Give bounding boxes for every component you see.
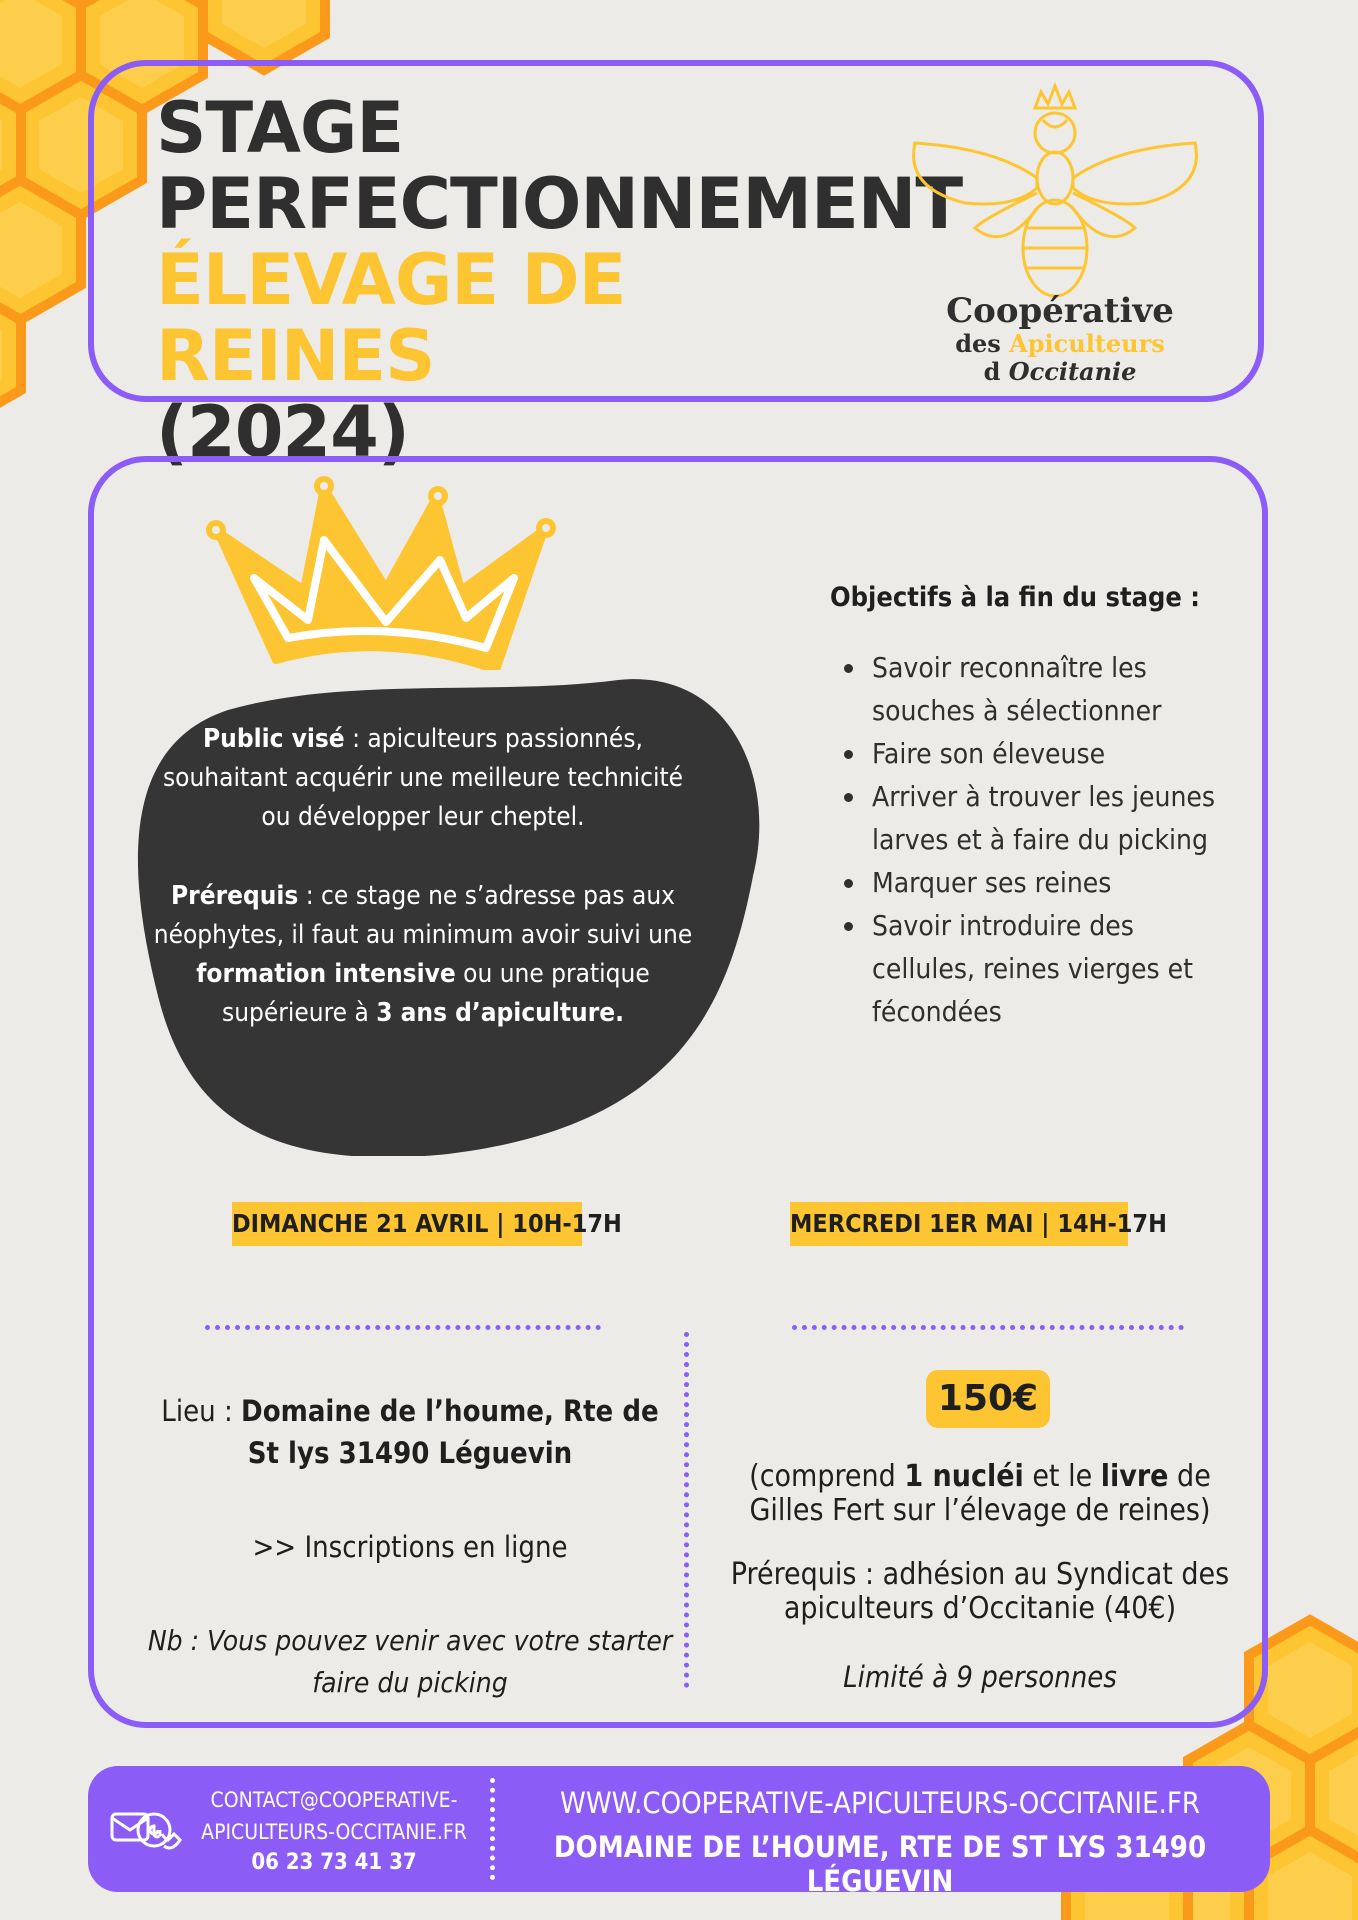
logo-apiculteurs: Apiculteurs	[1009, 329, 1165, 358]
footer-divider	[490, 1778, 495, 1880]
logo-des: des	[955, 329, 1010, 358]
footer-phone[interactable]: 06 23 73 41 37	[251, 1850, 417, 1875]
objectives-title: Objectifs à la fin du stage :	[829, 582, 1201, 613]
list-item: • Savoir reconnaître les souches à sélectionner	[868, 646, 1224, 732]
list-item: • Faire son éleveuse	[868, 732, 1224, 775]
bee-logo-icon	[905, 78, 1205, 298]
public-vise-body: : apiculteurs passionnés, souhaitant acquérir une meilleure technicité ou développer leur cheptel.	[162, 724, 684, 832]
title-line-year: (2024)	[156, 391, 409, 473]
list-item: • Marquer ses reines	[868, 861, 1224, 904]
title-line-stage: STAGE	[156, 87, 404, 169]
price-description	[720, 1460, 1240, 1528]
price-desc-c: de Gilles Fert sur l’élevage de reines)	[749, 1459, 1211, 1528]
location-place: Domaine de l’houme, Rte de St lys 31490 Léguevin	[241, 1394, 659, 1470]
prerequis-body-a: : ce stage ne s’adresse pas aux néophytes, il faut au minimum avoir suivi une	[153, 881, 693, 950]
price-badge: 150€	[926, 1370, 1050, 1428]
crown-icon	[196, 470, 572, 670]
dotted-divider-right	[792, 1325, 1184, 1330]
price-desc-b: et le	[1023, 1459, 1101, 1494]
location-label: Lieu :	[161, 1394, 242, 1428]
prerequis-text	[148, 877, 698, 1033]
logo-line-apiculteurs	[900, 330, 1220, 358]
public-vise-label: Public visé	[203, 724, 345, 754]
price-bold-b: livre	[1100, 1459, 1169, 1494]
logo-d: d	[983, 357, 1009, 386]
logo-line-cooperative: Coopérative	[946, 291, 1174, 331]
title-line-elevage: ÉLEVAGE DE REINES	[156, 239, 626, 397]
logo-occitanie: Occitanie	[1008, 357, 1137, 386]
page-title	[156, 87, 963, 473]
date-badge-wednesday: MERCREDI 1ER MAI | 14H-17H	[790, 1202, 1128, 1246]
objectives-list	[824, 646, 1224, 1033]
participant-limit: Limité à 9 personnes	[843, 1660, 1117, 1694]
prerequis-bold-b: 3 ans d’apiculture.	[376, 998, 624, 1028]
date-badge-sunday: DIMANCHE 21 AVRIL | 10H-17H	[232, 1202, 582, 1246]
audience-description	[148, 720, 698, 1073]
membership-requirement: Prérequis : adhésion au Syndicat des apiculteurs d’Occitanie (40€)	[730, 1557, 1230, 1626]
location-text	[150, 1390, 670, 1474]
title-line-perfectionnement: PERFECTIONNEMENT	[156, 163, 963, 245]
list-item: • Arriver à trouver les jeunes larves et à faire du picking	[868, 775, 1224, 861]
prerequis-body-b: ou une pratique supérieure à	[222, 959, 650, 1028]
prerequis-bold-a: formation intensive	[196, 959, 456, 989]
public-vise-text	[148, 720, 698, 837]
prerequis-label: Prérequis	[171, 881, 299, 911]
contact-icon	[108, 1800, 188, 1860]
list-item: • Savoir introduire des cellules, reines vierges et fécondées	[868, 904, 1224, 1033]
dotted-divider-left	[205, 1325, 601, 1330]
footer-website[interactable]: WWW.COOPERATIVE-APICULTEURS-OCCITANIE.FR	[560, 1786, 1200, 1820]
price-desc-a: (comprend	[749, 1459, 905, 1494]
price-bold-a: 1 nucléi	[904, 1459, 1024, 1494]
footer-address: DOMAINE DE L’HOUME, RTE DE ST LYS 31490 LÉGUEVIN	[553, 1830, 1207, 1898]
logo-line-occitanie	[900, 358, 1220, 386]
inscriptions-link[interactable]: >> Inscriptions en ligne	[252, 1530, 568, 1564]
cooperative-logo-text	[900, 292, 1220, 386]
note-text: Nb : Vous pouvez venir avec votre starter faire du picking	[147, 1624, 673, 1699]
footer-email[interactable]: CONTACT@COOPERATIVE-APICULTEURS-OCCITANIE.FR	[201, 1788, 467, 1844]
